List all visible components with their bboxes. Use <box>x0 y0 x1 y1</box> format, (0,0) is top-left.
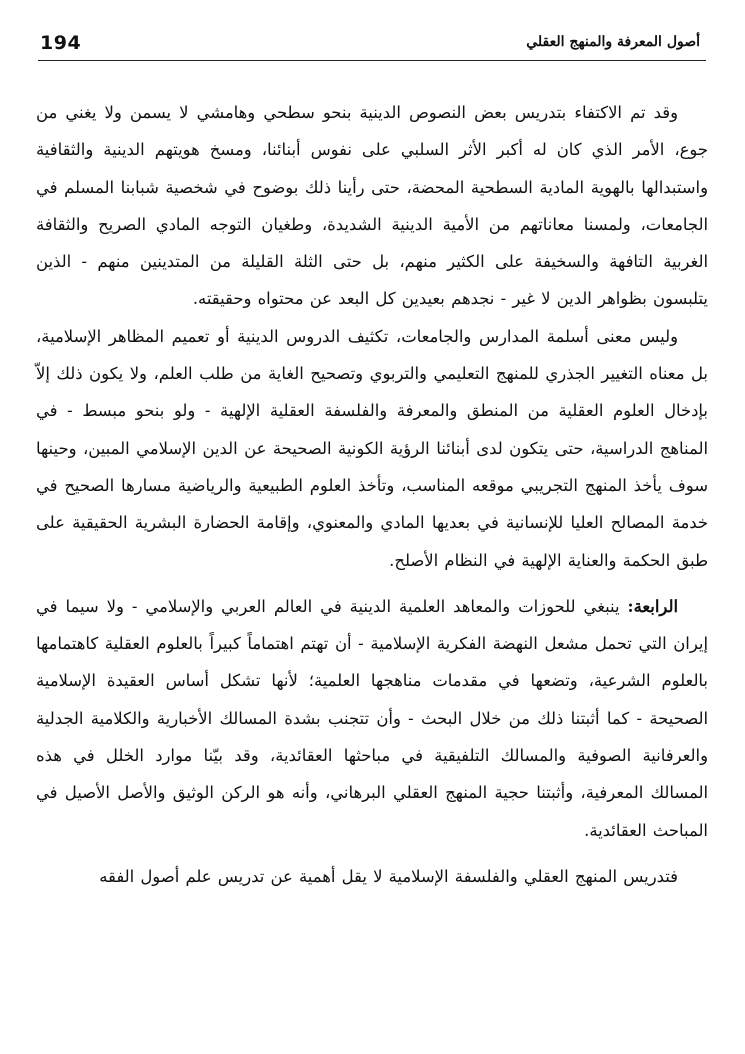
page-number: 194 <box>40 32 82 54</box>
paragraph <box>36 94 708 318</box>
running-title: أصول المعرفة والمنهج العقلي <box>526 34 700 50</box>
paragraph-text: فتدريس المنهج العقلي والفلسفة الإسلامية لا يقل أهمية عن تدريس علم أصول الفقه <box>99 866 678 886</box>
paragraph <box>36 318 708 579</box>
page-header <box>38 26 706 61</box>
paragraph-text: ينبغي للحوزات والمعاهد العلمية الدينية في العالم العربي والإسلامي - ولا سيما في إيران التي تحمل مشعل النهضة الفكرية الإسلامية - أن تهتم اهتماماً كبيراً بالعلوم العقلية كاهتمامها بالعلوم الشرعية، وتضعها في مقدمات مناهجها العلمية؛ لأنها تشكل أساس العقيدة الإسلامية الصحيحة - كما أثبتنا ذلك من خلال البحث - وأن تتجنب بشدة المسالك الأخبارية والكلامية الجدلية والعرفانية الصوفية والمسالك التلفيقية في مباحثها العقائدية، وقد بيّنا موارد الخلل في هذه المسالك المعرفية، وأثبتنا حجية المنهج العقلي البرهاني، وأنه هو الركن الوثيق والأصل الأصيل في المباحث العقائدية. <box>36 596 708 840</box>
paragraph-lead: الرابعة: <box>627 596 678 616</box>
paragraph-text: وليس معنى أسلمة المدارس والجامعات، تكثيف الدروس الدينية أو تعميم المظاهر الإسلامية، بل معناه التغيير الجذري للمنهج التعليمي والتربوي وتصحيح الغاية من طلب العلم، ولا يكون ذلك إلاّ بإدخال العلوم العقلية من المنطق والمعرفة والفلسفة العقلية الإلهية - ولو بنحو مبسط - في المناهج الدراسية، حتى يتكون لدى أبنائنا الرؤية الكونية الصحيحة عن الدين الإسلامي المبين، وحينها سوف يأخذ المنهج التجريبي موقعه المناسب، وتأخذ العلوم الطبيعية والرياضية مسارها الصحيح في خدمة المصالح العليا للإنسانية في بعديها المادي والمعنوي، وإقامة الحضارة البشرية الحقيقية على طبق الحكمة والعناية الإلهية في النظام الأصلح. <box>36 326 708 570</box>
paragraph <box>36 858 708 895</box>
paragraph-text: وقد تم الاكتفاء بتدريس بعض النصوص الدينية بنحو سطحي وهامشي لا يسمن ولا يغني من جوع، الأمر الذي كان له أكبر الأثر السلبي على نفوس أبنائنا، ومسخ هويتهم الدينية والثقافية واستبدالها بالهوية المادية السطحية المحضة، حتى رأينا ذلك بوضوح في شخصية شبابنا المسلم في الجامعات، ولمسنا معاناتهم من الأمية الدينية الشديدة، وطغيان التوجه المادي الصريح والثقافة الغربية التافهة والسخيفة على الكثير منهم، بل حتى الثلة القليلة من المتدينين منهم - الذين يتلبسون بظواهر الدين لا غير - نجدهم بعيدين كل البعد عن محتواه وحقيقته. <box>36 103 708 309</box>
body-text <box>36 94 708 895</box>
paragraph <box>36 588 708 849</box>
